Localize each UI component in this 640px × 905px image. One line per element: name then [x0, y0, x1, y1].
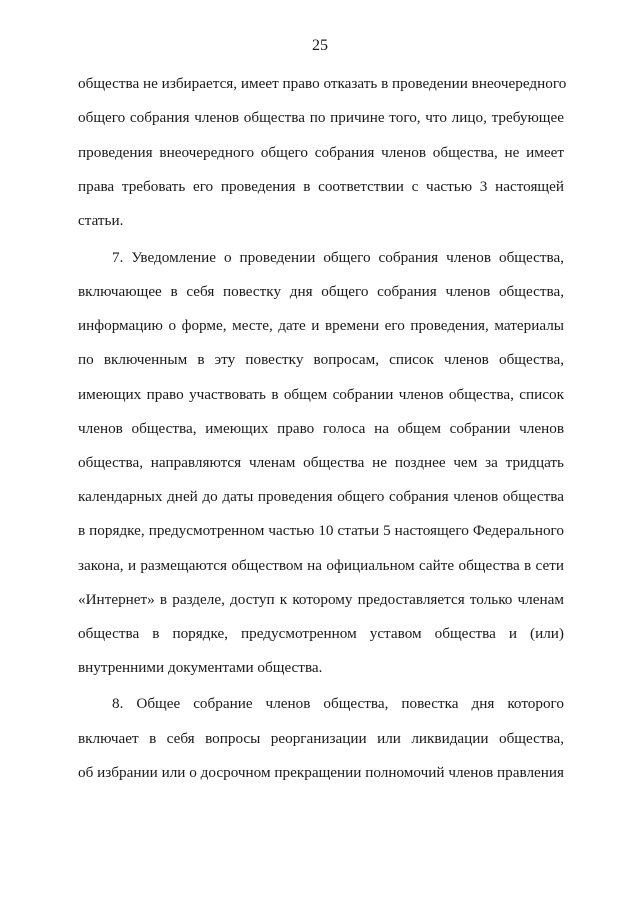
- paragraph-8-first-line: 8. Общее собрание членов общества, повестка дня которого: [112, 695, 564, 712]
- text-line: общего собрания членов общества по причине того, что лицо, требующее: [78, 109, 564, 126]
- text-line: членов общества, имеющих право голоса на общем собрании членов: [78, 420, 564, 437]
- text-line: информацию о форме, месте, дате и времени его проведения, материалы: [78, 317, 564, 334]
- text-line: закона, и размещаются обществом на официальном сайте общества в сети: [78, 557, 564, 574]
- paragraph-7-first-line: 7. Уведомление о проведении общего собрания членов общества,: [112, 249, 564, 266]
- text-line: общества в порядке, предусмотренном уставом общества и (или): [78, 625, 564, 642]
- text-line: включает в себя вопросы реорганизации или ликвидации общества,: [78, 730, 564, 747]
- text-line: права требовать его проведения в соответствии с частью 3 настоящей: [78, 178, 564, 195]
- text-line: общества не избирается, имеет право отказать в проведении внеочередного: [78, 75, 567, 92]
- text-line: «Интернет» в разделе, доступ к которому предоставляется только членам: [78, 591, 564, 608]
- text-line: об избрании или о досрочном прекращении полномочий членов правления: [78, 764, 564, 781]
- page-number: 25: [312, 37, 328, 54]
- text-line: проведения внеочередного общего собрания членов общества, не имеет: [78, 144, 564, 161]
- text-line: внутренними документами общества.: [78, 659, 323, 676]
- text-line: общества, направляются членам общества не позднее чем за тридцать: [78, 454, 564, 471]
- text-line: по включенным в эту повестку вопросам, список членов общества,: [78, 351, 564, 368]
- text-line: включающее в себя повестку дня общего собрания членов общества,: [78, 283, 564, 300]
- text-line: статьи.: [78, 212, 124, 229]
- text-line: имеющих право участвовать в общем собрании членов общества, список: [78, 386, 564, 403]
- text-line: в порядке, предусмотренном частью 10 статьи 5 настоящего Федерального: [78, 522, 564, 539]
- text-line: календарных дней до даты проведения общего собрания членов общества: [78, 488, 564, 505]
